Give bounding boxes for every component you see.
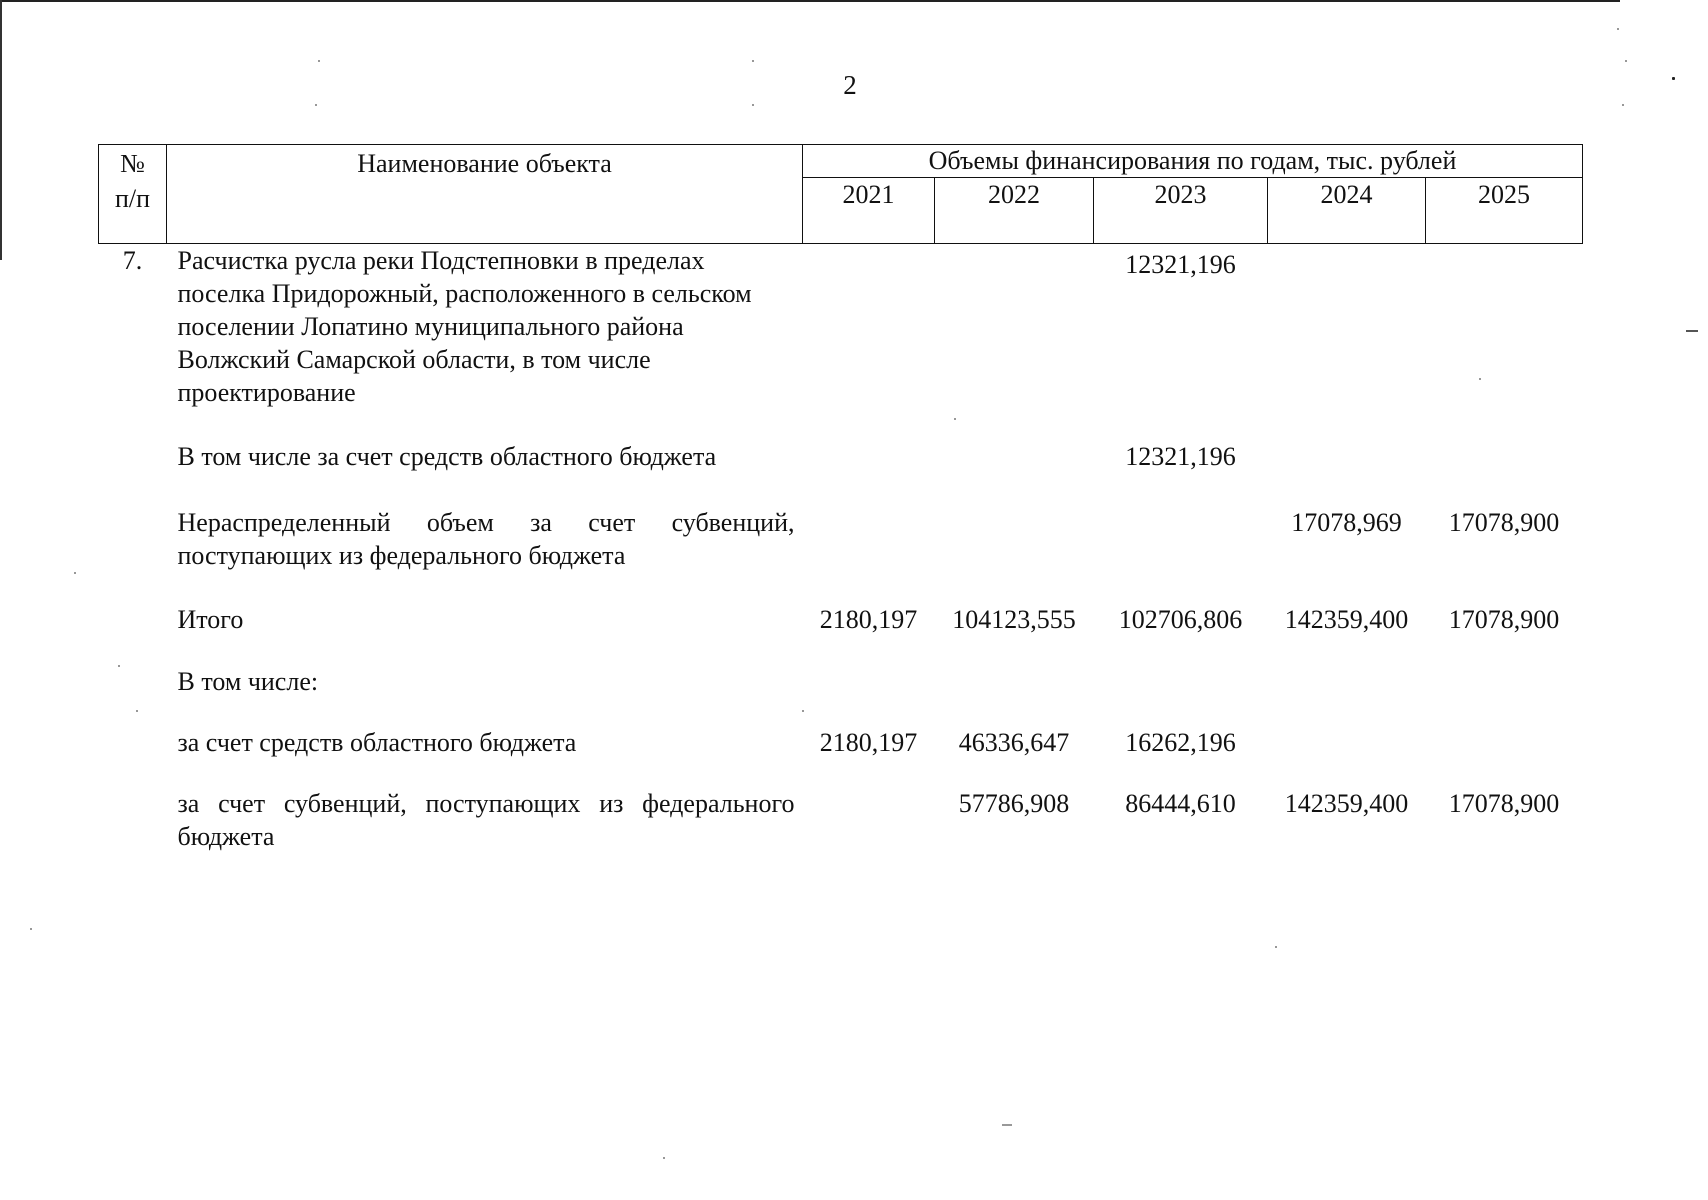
- value-2021: [803, 244, 935, 410]
- table-header-row: [99, 145, 1583, 178]
- row-name: В том числе за счет средств областного бюджета: [177, 442, 717, 471]
- header-number-sign: №: [120, 149, 145, 178]
- table-row: [99, 726, 1583, 759]
- row-name: за счет субвенций, поступающих из федерального бюджета: [177, 789, 795, 851]
- header-financing-group: Объемы финансирования по годам, тыс. рублей: [803, 145, 1583, 178]
- value-2024: 17078,969: [1291, 508, 1402, 537]
- header-year-2021: 2021: [803, 177, 935, 243]
- row-number: 7.: [122, 246, 143, 275]
- scan-speck: [1275, 946, 1277, 948]
- scan-speck: [315, 104, 317, 106]
- scan-speck: [1617, 28, 1619, 30]
- value-2021: [803, 665, 935, 698]
- value-2023: [1094, 506, 1268, 572]
- value-2023: 12321,196: [1125, 442, 1236, 471]
- header-year-2022: 2022: [935, 177, 1094, 243]
- value-2021: [803, 787, 935, 853]
- value-2025: 17078,900: [1448, 789, 1560, 818]
- row-number: [99, 787, 167, 853]
- value-2024: 142359,400: [1284, 605, 1409, 634]
- value-2022: [935, 244, 1094, 410]
- row-name: Расчистка русла реки Подстепновки в пределах поселка Придорожный, расположенного в сельском поселении Лопатино муниципального района Волжский Самарской области, в том числе проектирование: [177, 246, 752, 407]
- value-2025: [1426, 726, 1583, 759]
- scan-speck: [752, 104, 754, 106]
- row-name: Нераспределенный объем за счет субвенций, поступающих из федерального бюджета: [177, 508, 795, 570]
- value-2023: [1094, 665, 1268, 698]
- row-spacer: [99, 572, 1583, 603]
- value-2023: 16262,196: [1125, 728, 1236, 757]
- scan-speck: [663, 1157, 665, 1159]
- value-2023: 12321,196: [1125, 250, 1236, 279]
- scan-speck: [30, 928, 32, 930]
- row-number: [99, 726, 167, 759]
- value-2025: 17078,900: [1448, 508, 1560, 537]
- value-2025: [1426, 440, 1583, 473]
- row-spacer: [99, 409, 1583, 440]
- scan-speck: [752, 60, 754, 62]
- row-number: [99, 440, 167, 473]
- value-2024: [1268, 726, 1426, 759]
- row-name: за счет средств областного бюджета: [177, 728, 577, 757]
- value-2025: 17078,900: [1448, 605, 1560, 634]
- value-2024: [1268, 244, 1426, 410]
- table-row: [99, 787, 1583, 853]
- row-spacer: [99, 636, 1583, 665]
- table-row: [99, 506, 1583, 572]
- row-spacer: [99, 698, 1583, 726]
- value-2022: 57786,908: [958, 789, 1070, 818]
- scan-speck: [1625, 60, 1627, 62]
- row-number: [99, 665, 167, 698]
- value-2025: [1426, 665, 1583, 698]
- scan-speck: [1622, 104, 1624, 106]
- row-name: В том числе:: [177, 667, 319, 696]
- value-2022: [935, 440, 1094, 473]
- value-2022: [935, 665, 1094, 698]
- value-2021: 2180,197: [819, 605, 918, 634]
- value-2022: 104123,555: [952, 605, 1076, 634]
- page-number: 2: [843, 70, 857, 100]
- table-row: [99, 440, 1583, 473]
- value-2024: [1268, 665, 1426, 698]
- table-row: [99, 603, 1583, 636]
- scan-speck: [1672, 77, 1675, 80]
- row-spacer: [99, 473, 1583, 506]
- value-2024: [1268, 440, 1426, 473]
- scan-speck: [318, 60, 320, 62]
- header-number: [99, 145, 167, 244]
- value-2021: [803, 440, 935, 473]
- value-2023: 102706,806: [1118, 605, 1243, 634]
- value-2024: 142359,400: [1284, 789, 1409, 818]
- scan-left-edge: [0, 0, 2, 260]
- header-year-2025: 2025: [1426, 177, 1583, 243]
- row-name: Итого: [177, 605, 244, 634]
- header-year-2023: 2023: [1094, 177, 1268, 243]
- value-2022: [935, 506, 1094, 572]
- value-2023: 86444,610: [1125, 789, 1236, 818]
- table-row: [99, 665, 1583, 698]
- scan-mark: [1002, 1124, 1012, 1126]
- value-2021: [803, 506, 935, 572]
- row-number: [99, 603, 167, 636]
- scan-mark: [1686, 330, 1698, 332]
- scan-top-edge: [0, 0, 1620, 2]
- header-year-2024: 2024: [1268, 177, 1426, 243]
- row-number: [99, 506, 167, 572]
- financing-table: [98, 144, 1583, 853]
- scan-speck: [74, 572, 76, 574]
- row-spacer: [99, 759, 1583, 787]
- value-2025: [1426, 244, 1583, 410]
- table-row: [99, 244, 1583, 410]
- header-name: Наименование объекта: [167, 145, 803, 244]
- value-2021: 2180,197: [819, 728, 918, 757]
- value-2022: 46336,647: [958, 728, 1070, 757]
- header-number-abbrev: п/п: [114, 184, 151, 213]
